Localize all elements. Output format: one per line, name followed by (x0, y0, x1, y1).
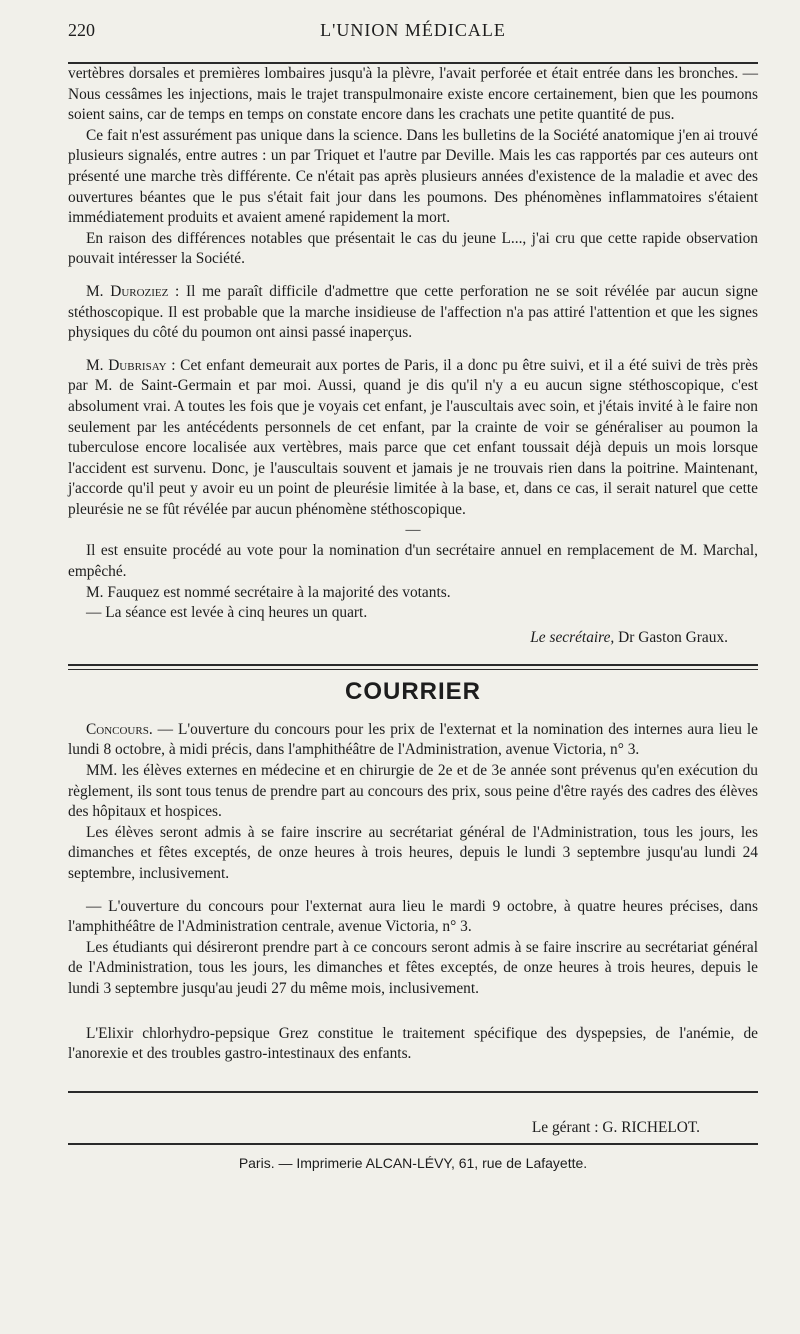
duroziez-text: : Il me paraît difficile d'admettre que cette perforation ne se soit révélée par aucun signe stéthoscopique. Il est probable que la marche insidieuse de l'affection n'a pas attiré l'attention et que les signes physiques du côté du poumon ont ainsi passé inaperçus. (68, 282, 758, 342)
paragraph-externes: MM. les élèves externes en médecine et en chirurgie de 2e et de 3e année sont prévenus qu'en exécution du règlement, ils sont tous tenus de prendre part au concours des prix, sous peine d'être rayés des cadres des élèves des hôpitaux et hospices. (68, 762, 758, 821)
article-body (68, 64, 758, 1171)
page-header (68, 14, 758, 46)
spacer (68, 1000, 758, 1012)
paragraph-bulletins: Ce fait n'est assurément pas unique dans la science. Dans les bulletins de la Société anatomique j'en ai trouvé plusieurs signalés, entre autres : un par Triquet et l'autre par Deville. Mais les cas rapportés par ces auteurs ont présenté une marche très différente. Ce n'était pas après plusieurs années d'existence de la maladie et avec des ouvertures béantes que le pus s'était fait jour dans les poumons. Des phénomènes inflammatoires s'étaient immédiatement produits et avaient amené rapidement la mort. (68, 126, 758, 227)
bottom-rule (68, 1091, 758, 1093)
paragraph-externat: — L'ouverture du concours pour l'externat aura lieu le mardi 9 octobre, à quatre heures précises, dans l'amphithéâtre de l'Administration centrale, avenue Victoria, n° 3. (68, 897, 758, 936)
paragraph-etudiants: Les étudiants qui désireront prendre part à ce concours seront admis à se faire inscrire au secrétariat général de l'Administration, tous les jours, les dimanches et fêtes exceptés, de onze heures à trois heures, depuis le lundi 3 septembre jusqu'au jeudi 27 du même mois, inclusivement. (68, 938, 758, 997)
concours-text: — L'ouverture du concours pour les prix de l'externat et la nomination des internes aura lieu le lundi 8 octobre, à midi précis, dans l'amphithéâtre de l'Administration, avenue Victoria, n° 3. (68, 720, 758, 759)
signature-role: Le secrétaire, (530, 628, 615, 646)
dubrisay-text: : Cet enfant demeurait aux portes de Paris, il a donc pu être suivi, et il a été suivi de très près par M. de Saint-Germain et par moi. Aussi, quand je dis qu'il n'y a eu aucun signe stéthoscopique, c'est absolument vrai. A toutes les fois que je voyais cet enfant, je l'auscultais avec soin, et j'étais invité à le faire non seulement par les antécédents personnels de cet enfant, par la crainte de voir se généraliser au poumon la tuberculose encore localisée aux vertèbres, mais parce que cet enfant toussait déjà depuis un mois lorsque l'accident est survenu. Donc, je l'auscultais souvent et jamais je ne trouvais rien dans la poitrine. Maintenant, j'accorde qu'il peut y avoir eu un point de pleurésie limitée à la base, et, dans ce cas, il serait naturel que cette pleurésie ne se fût révélée par aucun phénomène stéthoscopique. (68, 356, 758, 518)
paragraph-conclusion: En raison des différences notables que présentait le cas du jeune L..., j'ai cru que cette rapide observation pouvait intéresser la Société. (68, 229, 758, 268)
manager-signature: Le gérant : G. RICHELOT. (531, 1118, 700, 1136)
printer-imprint: Paris. — Imprimerie ALCAN-LÉVY, 61, rue de Lafayette. (238, 1154, 588, 1171)
section-dash: — (405, 522, 421, 539)
section-divider (68, 664, 758, 670)
paragraph-dubrisay (68, 356, 758, 521)
spacer (68, 270, 758, 282)
journal-title: L'UNION MÉDICALE (320, 20, 506, 40)
spacer (68, 885, 758, 897)
spacer (68, 1012, 758, 1024)
speaker-dubrisay: M. Dubrisay (86, 356, 167, 374)
paragraph-vote: Il est ensuite procédé au vote pour la nomination d'un secrétaire annuel en remplacement de M. Marchal, empêché. (68, 542, 758, 581)
courrier-title: COURRIER (344, 677, 481, 705)
secretary-signature (68, 628, 758, 648)
signature-name: Dr Gaston Graux. (618, 628, 728, 646)
footer-rule (68, 1143, 758, 1145)
speaker-duroziez: M. Duroziez (86, 282, 169, 300)
paragraph-continuation: vertèbres dorsales et premières lombaires jusqu'à la plèvre, l'avait perforée et était entrée dans les bronches. — Nous cessâmes les injections, mais le trajet transpulmonaire existe encore certainement, bien que les poumons soient sains, car de temps en temps on constate encore dans les crachats une petite quantité de pus. (68, 65, 758, 124)
concours-lead: Concours. (86, 720, 153, 738)
page-number: 220 (68, 20, 95, 40)
paragraph-closing: — La séance est levée à cinq heures un quart. (86, 604, 368, 622)
paragraph-duroziez (68, 282, 758, 344)
spacer (68, 344, 758, 356)
paragraph-elixir: L'Elixir chlorhydro-pepsique Grez constitue le traitement spécifique des dyspepsies, de l'anémie, de l'anorexie et des troubles gastro-intestinaux des enfants. (68, 1024, 758, 1063)
paragraph-concours (68, 720, 758, 761)
paragraph-fauquez: M. Fauquez est nommé secrétaire à la majorité des votants. (86, 583, 451, 601)
paragraph-inscription: Les élèves seront admis à se faire inscrire au secrétariat général de l'Administration, tous les jours, les dimanches et fêtes exceptés, de onze heures à trois heures, depuis le lundi 3 septembre jusqu'au lundi 24 septembre, inclusivement. (68, 823, 758, 882)
